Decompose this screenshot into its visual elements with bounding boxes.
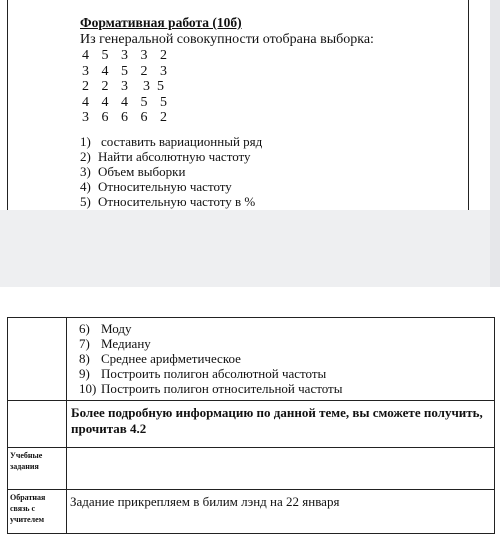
sample-value: 4: [121, 94, 128, 110]
task-number: 9): [79, 366, 90, 381]
sample-value: 3: [82, 63, 89, 79]
document-page-top: [0, 0, 500, 210]
table-cell-more-info: [67, 401, 495, 448]
sample-value: 4: [101, 94, 109, 110]
sample-value: 5: [121, 63, 128, 79]
table-cell-feedback: [67, 490, 495, 534]
task-number: 3): [80, 163, 91, 179]
task-text: Относительную частоту: [98, 178, 232, 194]
sample-value: 6: [140, 110, 148, 125]
table-row: [8, 401, 495, 448]
task-number: 6): [79, 321, 90, 336]
task-item: [80, 194, 460, 209]
table-cell-empty: [8, 401, 67, 448]
sample-row: [82, 110, 460, 126]
sample-value: 2: [101, 79, 109, 94]
task-item: [79, 321, 494, 336]
task-number: 8): [79, 351, 90, 366]
assignment-block: [80, 15, 460, 209]
table-cell-label: [8, 490, 67, 534]
table-cell-tasks: [67, 318, 495, 401]
task-number: 10): [79, 381, 97, 396]
task-item: [80, 179, 460, 194]
sample-value: 5: [160, 94, 167, 110]
table-border-right: [468, 0, 469, 210]
sample-value: 6: [101, 110, 109, 125]
task-list-continued: [67, 318, 494, 400]
task-item: [80, 164, 460, 179]
task-item: [79, 351, 494, 366]
sample-value: 3: [140, 48, 148, 63]
table-border-left: [7, 0, 8, 210]
sample-value: 3: [121, 48, 128, 63]
sample-value: 4: [82, 48, 89, 63]
task-number: 4): [80, 178, 91, 194]
page-gap: [0, 210, 500, 287]
sample-row: [82, 48, 460, 64]
sample-value: 3: [160, 63, 167, 79]
sample-intro: Из генеральной совокупности отобрана выборка:: [80, 32, 374, 47]
task-text: Объем выборки: [98, 163, 186, 179]
table-row: [8, 490, 495, 534]
sample-row: [82, 64, 460, 80]
document-page-bottom: [0, 287, 500, 542]
table-cell-empty: [8, 318, 67, 401]
sample-value: 4: [101, 63, 109, 79]
feedback-text: Задание прикрепляем в билим лэнд на 22 января: [70, 494, 340, 509]
scrollbar[interactable]: [490, 0, 500, 287]
task-number: 7): [79, 336, 90, 351]
sample-value: 3: [121, 79, 128, 94]
task-item: [79, 336, 494, 351]
sample-value: 2: [140, 63, 148, 79]
sample-row: [82, 95, 460, 111]
sample-grid: [82, 48, 460, 126]
sample-value: 4: [82, 94, 89, 110]
task-text: составить вариационный ряд: [101, 133, 263, 149]
study-tasks-label: Учебные задания: [10, 451, 43, 471]
sample-value: 2: [82, 79, 89, 94]
assignment-table: [7, 317, 495, 534]
task-number: 5): [80, 193, 91, 209]
sample-value: 5: [140, 94, 148, 110]
more-info-text: Более подробную информацию по данной теме, вы сможете получить, прочитав 4.2: [71, 405, 483, 436]
task-number: 2): [80, 148, 91, 164]
task-number: 1): [80, 133, 91, 149]
assignment-title: Формативная работа (10б): [80, 15, 242, 30]
sample-value: 3: [82, 110, 89, 125]
table-row: [8, 318, 495, 401]
task-text: Построить полигон относительной частоты: [101, 381, 343, 396]
sample-row: [82, 79, 460, 95]
task-text: Медиану: [101, 336, 151, 351]
task-item: [79, 381, 494, 396]
table-cell-empty: [67, 448, 495, 490]
task-item: [79, 366, 494, 381]
sample-value: 6: [121, 110, 128, 125]
table-row: [8, 448, 495, 490]
sample-value: 2: [160, 110, 167, 125]
table-cell-label: [8, 448, 67, 490]
sample-value: 3: [143, 79, 150, 94]
task-text: Относительную частоту в %: [98, 193, 256, 209]
task-item: [80, 149, 460, 164]
feedback-label: Обратная связь с учителем: [10, 493, 46, 524]
sample-value: 5: [157, 79, 164, 94]
sample-value: 2: [160, 48, 167, 63]
task-text: Моду: [101, 321, 132, 336]
task-list: [80, 134, 460, 209]
task-text: Найти абсолютную частоту: [98, 148, 251, 164]
task-text: Построить полигон абсолютной частоты: [101, 366, 327, 381]
sample-value: 5: [101, 48, 109, 63]
task-item: [80, 134, 460, 149]
task-text: Среднее арифметическое: [101, 351, 241, 366]
